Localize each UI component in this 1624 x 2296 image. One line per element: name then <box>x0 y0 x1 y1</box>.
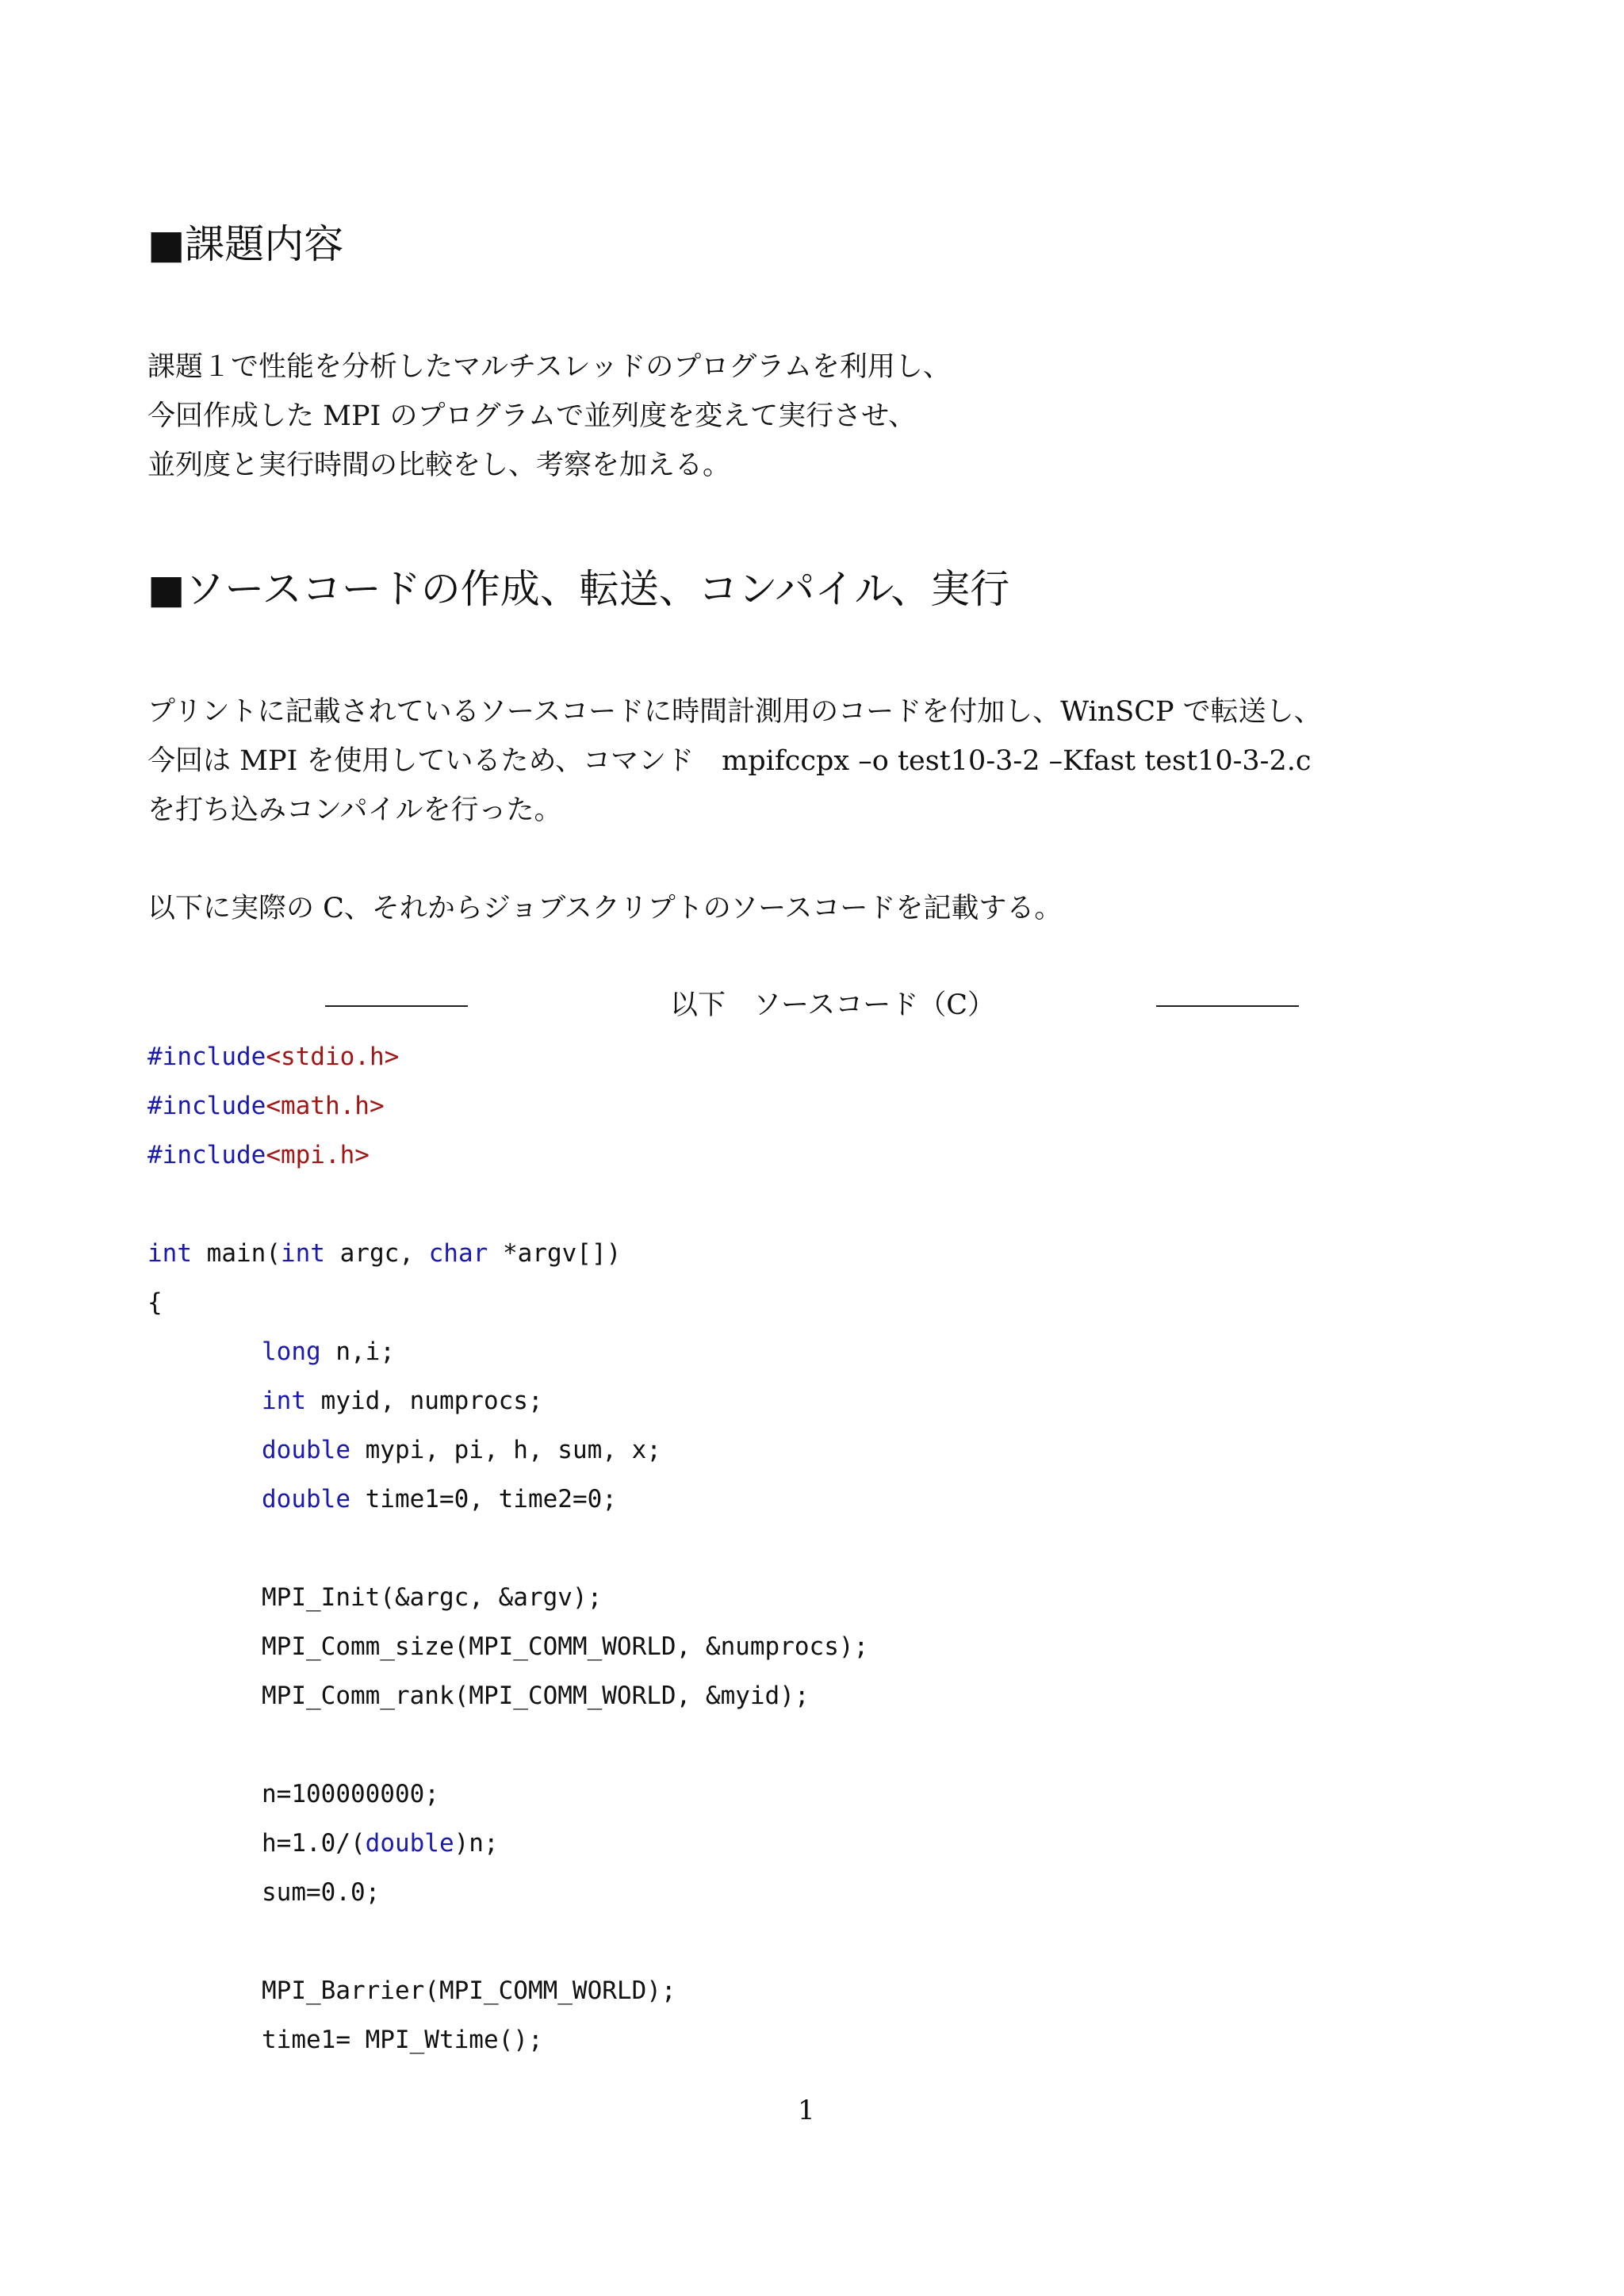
code-line-assign-sum: sum=0.0; <box>262 1878 381 1907</box>
paragraph-2-line-2: 今回は MPI を使用しているため、コマンド mpifccpx –o test10-3-2 –Kfast test10-3-2.c <box>147 745 1312 777</box>
code-line-assign-h: h=1.0/(double)n; <box>262 1829 499 1858</box>
code-line-decl-int: int myid, numprocs; <box>262 1387 543 1415</box>
code-line-decl-double-2: double time1=0, time2=0; <box>262 1485 617 1513</box>
paragraph-1-line-1: 課題１で性能を分析したマルチスレッドのプログラムを利用し、 <box>147 351 951 383</box>
code-line-decl-long: long n,i; <box>262 1337 395 1366</box>
code-line-include-mpi: #include<mpi.h> <box>147 1141 370 1169</box>
paragraph-2-line-1: プリントに記載されているソースコードに時間計測用のコードを付加し、WinSCP で転送し、 <box>147 696 1322 728</box>
code-line-decl-double-1: double mypi, pi, h, sum, x; <box>262 1436 661 1464</box>
code-line-mpi-size: MPI_Comm_size(MPI_COMM_WORLD, &numprocs); <box>262 1632 869 1661</box>
paragraph-1-line-2: 今回作成した MPI のプログラムで並列度を変えて実行させ、 <box>147 400 917 432</box>
code-line-open-brace: { <box>147 1288 163 1317</box>
banner-rule-left <box>325 1005 468 1007</box>
paragraph-2-line-3: を打ち込みコンパイルを行った。 <box>147 794 562 826</box>
heading-assignment-content: ■課題内容 <box>147 221 344 267</box>
paragraph-3: 以下に実際の C、それからジョブスクリプトのソースコードを記載する。 <box>147 893 1063 924</box>
code-banner: 以下 ソースコード（C） <box>670 989 996 1021</box>
heading-source-code: ■ソースコードの作成、転送、コンパイル、実行 <box>147 566 1010 612</box>
paragraph-1-line-3: 並列度と実行時間の比較をし、考察を加える。 <box>147 450 731 481</box>
code-line-mpi-init: MPI_Init(&argc, &argv); <box>262 1583 603 1612</box>
code-line-include-stdio: #include<stdio.h> <box>147 1043 400 1071</box>
code-line-mpi-rank: MPI_Comm_rank(MPI_COMM_WORLD, &myid); <box>262 1682 810 1710</box>
banner-rule-right <box>1156 1005 1299 1007</box>
code-line-include-math: #include<math.h> <box>147 1092 385 1120</box>
page-number: 1 <box>798 2095 815 2126</box>
code-line-main: int main(int argc, char *argv[]) <box>147 1239 622 1268</box>
code-line-assign-n: n=100000000; <box>262 1780 439 1808</box>
code-line-time1: time1= MPI_Wtime(); <box>262 2026 543 2054</box>
code-line-barrier: MPI_Barrier(MPI_COMM_WORLD); <box>262 1976 676 2005</box>
